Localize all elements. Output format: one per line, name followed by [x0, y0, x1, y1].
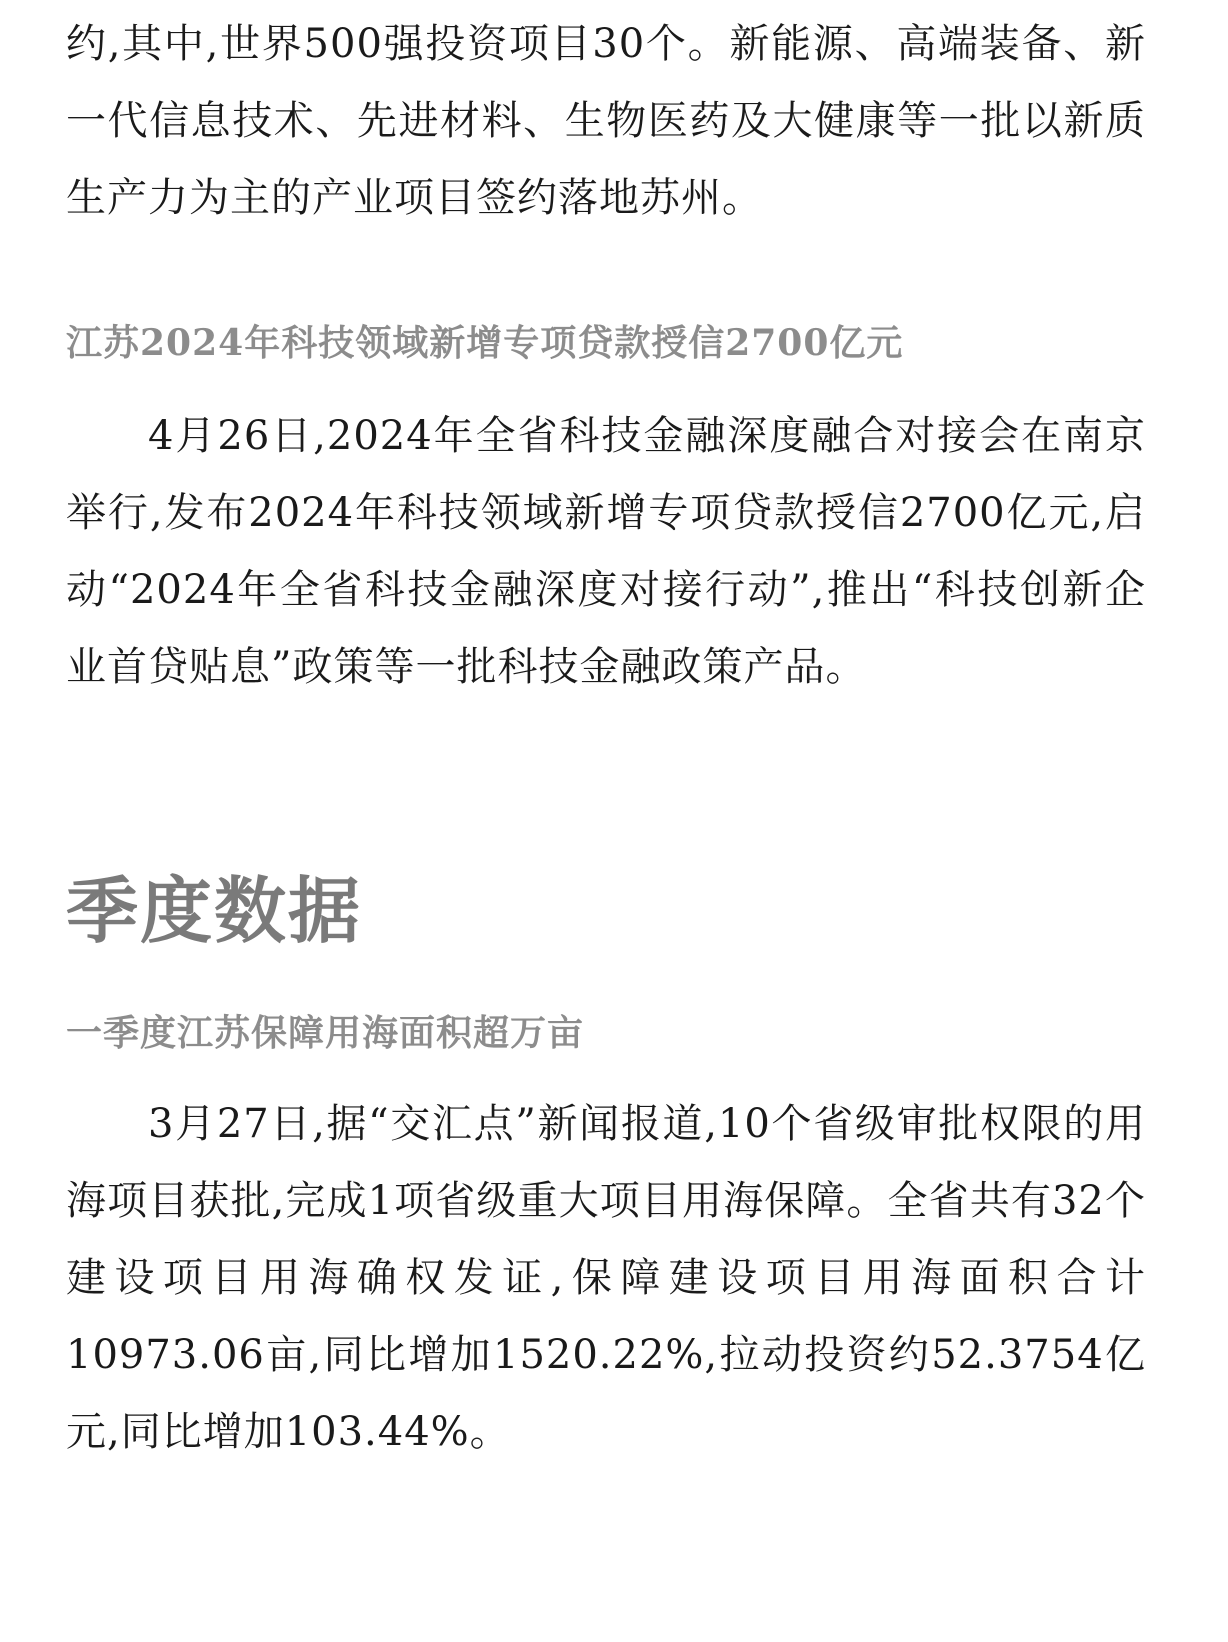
- section-title-quarterly-data: 季度数据: [66, 869, 363, 953]
- news-headline-tech-loans: 江苏2024年科技领域新增专项贷款授信2700亿元: [66, 322, 904, 364]
- news-headline-sea-area: 一季度江苏保障用海面积超万亩: [66, 1012, 585, 1054]
- news-body-tech-loans: 4月26日,2024年全省科技金融深度融合对接会在南京举行,发布2024年科技领域新增专项贷款授信2700亿元,启动“2024年全省科技金融深度对接行动”,推出“科技创新企业首贷贴息”政策等一批科技金融政策产品。: [66, 413, 1146, 690]
- news-body-sea-area: 3月27日,据“交汇点”新闻报道,10个省级审批权限的用海项目获批,完成1项省级重大项目用海保障。全省共有32个建设项目用海确权发证,保障建设项目用海面积合计10973.06亩,同比增加1520.22%,拉动投资约52.3754亿元,同比增加103.44%。: [66, 1101, 1146, 1455]
- intro-paragraph: 约,其中,世界500强投资项目30个。新能源、高端装备、新一代信息技术、先进材料、生物医药及大健康等一批以新质生产力为主的产业项目签约落地苏州。: [66, 21, 1146, 221]
